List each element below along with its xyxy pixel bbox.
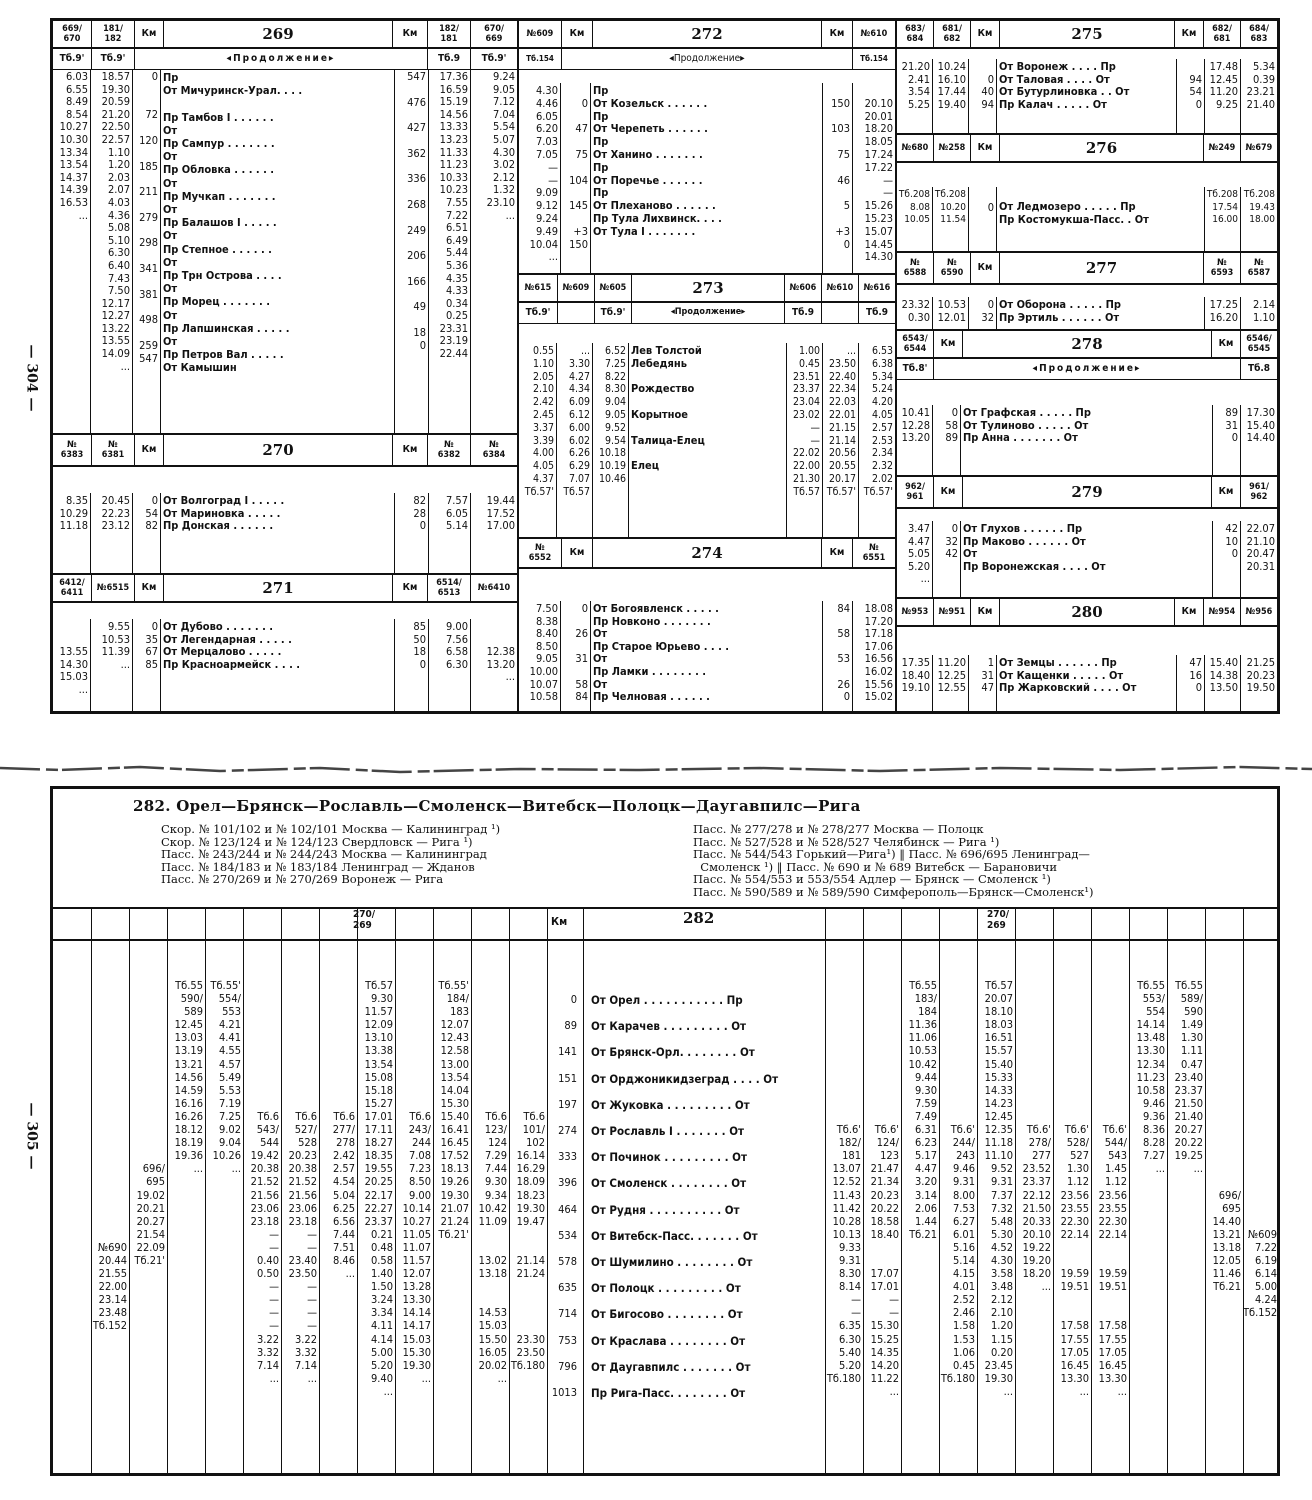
km-column: 0 58 89 (933, 405, 961, 475)
upper-timetable-page (50, 18, 1280, 714)
train-number: № 6588 (897, 253, 934, 283)
car-type: Тб.154 (519, 47, 562, 69)
stations-column: От Глухов . . . . . . Пр Пр Маково . . . . . . От От Пр Воронежская . . . . От (961, 521, 1213, 597)
train-124-column: Тб.6' 124/ 123 21.47 21.34 20.23 20.22 18.58 18.40 17.07 17.01 — — 15.30 15.25 14.35 14.20 11.22 ... (870, 1123, 899, 1398)
train-number: №249 (1204, 135, 1241, 161)
table-269 (52, 20, 518, 434)
continuation-label: ◂Продолжение▸ (562, 47, 853, 69)
train-number: 6412/ 6411 (53, 575, 92, 601)
train-number: №6515 (92, 575, 135, 601)
time-column: 18.08 17.20 17.18 17.06 16.56 16.02 15.56 15.02 (864, 602, 893, 704)
train-number: №951 (934, 599, 971, 625)
km-column: 89 31 0 (1213, 405, 1241, 475)
time-column: Тб.208 17.54 16.00 (1205, 187, 1241, 251)
time-column: 17.35 18.40 19.10 (897, 655, 933, 711)
table-header (519, 21, 895, 49)
table-number: 278 (963, 331, 1212, 357)
km-column: 0 (969, 187, 997, 251)
stations-column: От Воронеж . . . . Пр От Таловая . . . . От От Бутурлиновка . . От Пр Калач . . . . . От (997, 59, 1177, 133)
train-number: № 6381 (92, 435, 135, 465)
time-column: 11.20 12.25 12.55 (933, 655, 969, 711)
stations-column: От Орел . . . . . . . . . . . Пр От Карачев . . . . . . . . . От От Брянск-Орл. . . . . . . . От От Орджоникидзеград . . . . От От Жуковка . . . . . . . . . От От Рославль I . . . . . . . От От Починок . . . . . . . . . От От Смоленск . . . . . . . . От От Рудня . . . . . . . . . . От От Витебск-Пасс. . . . . . . От От Шумилино . . . . . . . . От От Полоцк . . . . . . . . . От От Бигосово . . . . . . . . От От Краслава . . . . . . . . От От Даугавпилс . . . . . . . От Пр Рига-Пасс. . . . . . . . От (591, 993, 779, 1401)
car-type (558, 301, 595, 323)
time-column: 20.45 22.23 23.12 (91, 493, 133, 573)
train-609-column: №609 7.22 6.19 6.14 5.00 4.24 Тб.152 (1243, 1227, 1278, 1320)
train-243-column: Тб.6 243/ 244 7.08 7.23 8.50 9.00 10.14 10.27 11.05 11.07 11.57 12.07 13.28 13.30 14.14 14.17 15.03 15.30 19.30 ... (402, 1109, 431, 1385)
car-type: Тб.8 (1247, 362, 1271, 374)
time-column: ... 23.50 22.40 22.34 22.03 22.01 21.15 21.14 20.56 20.55 20.17 Тб.57' (823, 343, 859, 537)
table-body (897, 507, 1277, 597)
table-body (53, 69, 517, 433)
stations-column: От Оборона . . . . . Пр Пр Эртиль . . . . . . От (997, 297, 1205, 329)
table-subheader (519, 47, 895, 70)
train-number: №609 (558, 275, 595, 301)
time-column: 21.20 2.41 3.54 5.25 (897, 59, 933, 133)
km-column: 0 72 120 185 211 279 298 341 381 498 259 547 (133, 69, 161, 433)
time-column: 20.10 20.01 18.20 18.05 17.24 17.22 — — 15.26 15.23 15.07 14.45 14.30 (864, 96, 893, 264)
train-number: 684/ 683 (1249, 24, 1269, 44)
km-header: Км (1175, 599, 1204, 625)
km-column: 0 54 82 (133, 493, 161, 573)
time-column: 17.36 16.59 15.19 14.56 13.33 13.23 11.33 11.23 10.33 10.23 7.55 7.22 6.51 6.49 5.44 5.36 4.35 4.33 0.34 0.25 23.31 23.19 22.44 (429, 69, 471, 433)
table-header (53, 435, 517, 467)
train-553-column: Тб.55 553/ 554 14.14 13.48 13.30 12.34 11.23 10.58 9.46 9.36 8.36 8.28 7.27 ... (1136, 979, 1165, 1176)
km-column: 0 32 (969, 297, 997, 329)
time-column: 9.00 7.56 6.58 6.30 (429, 619, 471, 711)
stations-column: Пр От Козельск . . . . . . Пр От Черепеть . . . . . . Пр От Ханино . . . . . . . Пр От Поречье . . . . . . Пр От Плеханово . . . . . . Пр Тула Лихвинск. . . . От Тула I . . . . . . . (591, 83, 823, 273)
stations-column: От Дубово . . . . . . . От Легендарная . . . . . От Мерцалово . . . . . Пр Красноармейск . . . . (161, 619, 395, 711)
km-column: 0 32 42 (933, 521, 961, 597)
table-number: 270 (164, 435, 393, 465)
train-number: №616 (863, 283, 891, 293)
train-number: 270/ 269 (987, 909, 1010, 931)
time-column: 7.57 6.05 5.14 (429, 493, 471, 573)
continuation-label: ◂Продолжение▸ (135, 47, 428, 69)
km-header: Км (971, 253, 1000, 283)
km-column: 0 47 75 104 145 +3 150 (561, 83, 591, 273)
table-body (53, 465, 517, 573)
train-544-column: Тб.6' 544/ 543 1.45 1.12 23.56 23.55 22.30 22.14 19.59 19.51 17.58 17.55 17.05 16.45 13.30 ... (1098, 1123, 1127, 1398)
train-number: 6546/ 6545 (1246, 334, 1272, 354)
km-column: 0 26 31 58 84 (561, 601, 591, 711)
torn-edge-decoration (0, 758, 1312, 778)
table-275 (896, 20, 1278, 134)
time-column: 15.40 14.38 13.50 (1205, 655, 1241, 711)
km-header: Км (822, 21, 853, 47)
time-column: 10.24 16.10 17.44 19.40 (933, 59, 969, 133)
car-type: Тб.9' (92, 47, 135, 69)
train-277-column: Тб.6 277/ 278 2.42 2.57 4.54 5.04 6.25 6.56 7.44 7.51 8.46 ... (332, 1109, 355, 1281)
km-header: Км (135, 21, 164, 47)
table-272 (518, 20, 896, 274)
km-column: 0 89 141 151 197 274 333 396 464 534 578 635 714 753 796 1013 (551, 993, 577, 1400)
train-number: № 6552 (519, 539, 562, 567)
stations-column: От Ледмозеро . . . . . Пр Пр Костомукша-Пасс. . От (997, 187, 1205, 251)
table-title: 282. Орел—Брянск—Рославль—Смоленск—Витебск—Полоцк—Даугавпилс—Рига (133, 797, 861, 815)
train-number: №954 (1204, 599, 1241, 625)
table-280 (896, 598, 1278, 712)
table-header (897, 253, 1277, 285)
train-number: № 6383 (53, 435, 92, 465)
km-column: 85 50 18 0 (395, 619, 429, 711)
table-body (519, 567, 895, 711)
time-column: 0.55 1.10 2.05 2.10 2.42 2.45 3.37 3.39 4.00 4.05 4.37 Тб.57' (519, 343, 557, 537)
time-column: Тб.208 8.08 10.05 (897, 187, 933, 251)
table-270 (52, 434, 518, 574)
km-header: Км (562, 539, 593, 567)
table-277 (896, 252, 1278, 330)
time-column: 10.41 12.28 13.20 (897, 405, 933, 475)
train-number: № 6590 (934, 253, 971, 283)
car-type: Тб.9' (481, 52, 507, 64)
table-header (53, 907, 1277, 941)
train-notes-right: Пасс. № 277/278 и № 278/277 Москва — Полоцк Пасс. № 527/528 и № 528/527 Челябинск — Рига ¹) Пасс. № 544/543 Горький—Рига¹) ‖ Пасс. № 696/695 Ленинград— Смоленск ¹) ‖ Пасс. № 690 и № 689 Витебск — Барановичи Пасс. № 554/553 и 553/554 Адлер — Брянск — Смоленск ¹) Пасс. № 590/589 и № 589/590 Симферополь—Брянск—Смоленск¹) (693, 822, 1094, 899)
train-number: №679 (1245, 143, 1273, 153)
table-header (897, 331, 1277, 359)
train-number: 961/ 962 (1249, 482, 1269, 502)
train-number: 6514/ 6513 (428, 575, 471, 601)
train-number: №610 (822, 275, 859, 301)
table-number: 280 (1000, 599, 1175, 625)
table-header (519, 275, 895, 303)
page-number-bottom: — 305 — (23, 1102, 40, 1170)
km-column: 84 58 53 26 0 (823, 601, 853, 711)
km-header: Км (934, 477, 963, 507)
table-number: 282 (683, 909, 715, 927)
table-header (897, 135, 1277, 163)
time-column: 13.55 14.30 15.03 ... (53, 619, 91, 711)
table-subheader (519, 301, 895, 324)
time-column: Тб.208 19.43 18.00 (1243, 189, 1275, 226)
train-number: № 6382 (428, 435, 471, 465)
train-number: №606 (785, 275, 822, 301)
table-273 (518, 274, 896, 538)
train-number: №680 (897, 135, 934, 161)
train-number: № 6384 (482, 440, 506, 460)
train-590-column: Тб.55 590/ 589 12.45 13.03 13.19 13.21 14.56 14.59 16.16 16.26 18.12 18.19 19.36 ... (174, 979, 203, 1176)
train-695-column: 696/ 695 14.40 13.21 13.18 12.05 11.46 Тб.21 (1212, 1188, 1241, 1294)
table-body (897, 379, 1277, 475)
train-number: №953 (897, 599, 934, 625)
stations-column: От Волгоград I . . . . . От Мариновка . . . . . Пр Донская . . . . . . (161, 493, 395, 573)
table-number: 274 (593, 539, 822, 567)
train-number: №610 (860, 29, 888, 39)
train-589-column: Тб.55 589/ 590 1.49 1.30 1.11 0.47 23.40 23.37 21.50 21.40 20.27 20.22 19.25 ... (1174, 979, 1203, 1176)
car-type: Тб.9' (53, 47, 92, 69)
km-header: Км (135, 575, 164, 601)
stations-column: Пр От Мичуринск-Урал. . . . Пр Тамбов I . . . . . . От Пр Сампур . . . . . . . От Пр Обловка . . . . . . От Пр Мучкап . . . . . . . От Пр Балашов I . . . . . От Пр Степное . . . . . . От Пр Трн Острова . . . . От Пр Морец . . . . . . . От Пр Лапшинская . . . . . От Пр Петров Вал . . . . . От Камышин (161, 69, 395, 433)
time-column: 17.30 15.40 14.40 (1246, 406, 1275, 445)
continuation-label: ◂Продолжение▸ (632, 301, 785, 323)
train-554-column: Тб.55' 554/ 553 4.21 4.41 4.55 4.57 5.49 5.53 7.19 7.25 9.02 9.04 10.26 ... (210, 979, 241, 1176)
train-number: №609 (519, 21, 562, 47)
time-column: 21.25 20.23 19.50 (1246, 656, 1275, 695)
table-276 (896, 134, 1278, 252)
time-column: 5.34 0.39 23.21 21.40 (1246, 60, 1275, 111)
train-number: 181/ 182 (92, 21, 135, 47)
km-header: Км (393, 435, 428, 465)
table-271 (52, 574, 518, 712)
km-header: Км (1175, 21, 1204, 47)
table-header (897, 21, 1277, 49)
time-column: Тб.208 10.20 11.54 (933, 187, 969, 251)
table-number: 271 (164, 575, 393, 601)
train-number: 670/ 669 (484, 24, 504, 44)
km-header: Км (822, 539, 853, 567)
km-header: Км (971, 135, 1000, 161)
time-column: 23.32 0.30 (897, 297, 933, 329)
time-column: 9.55 10.53 11.39 ... (91, 619, 133, 711)
train-184-column: Тб.55' 184/ 183 12.07 12.43 12.58 13.00 13.54 14.04 15.30 15.40 16.41 16.45 17.52 18.13 19.26 19.30 21.07 21.24 Тб.21' (438, 979, 469, 1241)
time-column: 6.52 7.25 8.22 8.30 9.04 9.05 9.52 9.54 10.18 10.19 10.46 (593, 343, 629, 537)
train-number: 270/ 269 (353, 909, 376, 931)
car-type: Тб.9' (519, 301, 558, 323)
train-number: 182/ 181 (428, 21, 471, 47)
km-header: Км (393, 21, 428, 47)
train-number: №258 (934, 135, 971, 161)
table-number: 272 (593, 21, 822, 47)
train-183-column: Тб.55 183/ 184 11.36 11.06 10.53 10.42 9.44 9.30 7.59 7.49 6.31 6.23 5.17 4.47 3.20 3.14 2.06 1.44 Тб.21 (908, 979, 937, 1241)
km-column: 1 31 47 (969, 655, 997, 711)
train-543-column: Тб.6 543/ 544 19.42 20.38 21.52 21.56 23.06 23.18 — — 0.40 0.50 — — — — 3.22 3.32 7.14 ... (250, 1109, 279, 1385)
km-header: Км (1212, 331, 1241, 357)
table-body (53, 601, 517, 711)
train-278-column: Тб.6' 278/ 277 23.52 23.37 22.12 21.50 20.33 20.10 19.22 19.20 18.20 ... (1022, 1123, 1051, 1294)
car-type (822, 301, 859, 323)
car-type: Тб.9' (595, 301, 632, 323)
car-type: Тб.154 (860, 53, 888, 63)
time-column: 9.24 9.05 7.12 7.04 5.54 5.07 4.30 3.02 2.12 1.32 23.10 ... (486, 70, 515, 222)
train-270-return-column: Тб.57 20.07 18.10 18.03 16.51 15.57 15.40 15.33 14.33 14.23 12.45 12.35 11.18 11.10 9.52 9.31 7.37 7.32 5.48 5.30 4.52 4.30 3.58 3.48 2.12 2.10 1.20 1.15 0.20 23.45 19.30 ... (984, 979, 1013, 1398)
car-type: Тб.9 (865, 306, 889, 318)
train-number: №6410 (477, 583, 511, 593)
km-header: Км (551, 915, 568, 928)
train-696-column: 696/ 695 19.02 20.21 20.27 21.54 22.09 Тб.21' (134, 1162, 165, 1267)
train-number: 681/ 682 (934, 21, 971, 47)
train-690-column: №690 20.44 21.55 22.00 23.14 23.48 Тб.152 (92, 1240, 127, 1333)
table-number: 269 (164, 21, 393, 47)
table-278 (896, 330, 1278, 476)
train-number: 682/ 681 (1204, 21, 1241, 47)
km-header: Км (971, 21, 1000, 47)
stations-column: От Богоявленск . . . . . Пр Новконо . . . . . . . От Пр Старое Юрьево . . . . От Пр Ламки . . . . . . . . От Пр Челновая . . . . . . (591, 601, 823, 711)
column-rule (583, 907, 584, 1473)
km-column: 47 16 0 (1177, 655, 1205, 711)
time-column: 2.14 1.10 (1252, 298, 1275, 324)
km-column: 0 35 67 85 (133, 619, 161, 711)
time-column: 22.07 21.10 20.47 20.31 (1246, 522, 1275, 573)
km-header: Км (562, 21, 593, 47)
table-body (897, 283, 1277, 329)
km-header: Км (934, 331, 963, 357)
train-528-column: Тб.6' 528/ 527 1.30 1.12 23.56 23.55 22.30 22.14 19.59 19.51 17.58 17.55 17.05 16.45 13.30 ... (1060, 1123, 1089, 1398)
km-column: 82 28 0 (395, 493, 429, 573)
stations-column: От Графская . . . . . Пр От Тулиново . . . . . От Пр Анна . . . . . . . От (961, 405, 1213, 475)
page-number-top: — 304 — (23, 344, 40, 412)
table-282 (50, 786, 1280, 1476)
train-number: 683/ 684 (897, 21, 934, 47)
km-header: Км (1212, 477, 1241, 507)
table-header (897, 599, 1277, 627)
table-number: 275 (1000, 21, 1175, 47)
train-notes-left: Скор. № 101/102 и № 102/101 Москва — Калининград ¹) Скор. № 123/124 и № 124/123 Свердловск — Рига ¹) Пасс. № 243/244 и № 244/243 Москва — Калининград Пасс. № 184/183 и № 183/184 Ленинград — Жданов Пасс. № 270/269 и № 270/269 Воронеж — Рига (161, 822, 501, 887)
car-type: Тб.8' (897, 357, 934, 379)
km-header: Км (971, 599, 1000, 625)
continuation-label: ◂Продолжение▸ (934, 357, 1241, 379)
km-column: 547 476 427 362 336 268 249 206 166 49 18 0 (395, 69, 429, 433)
train-number: № 6551 (862, 543, 886, 563)
table-body (897, 625, 1277, 711)
table-274 (518, 538, 896, 712)
time-column: 17.25 16.20 (1205, 297, 1241, 329)
km-header: Км (135, 435, 164, 465)
time-column: 1.00 0.45 23.51 23.37 23.04 23.02 — — 22.02 22.00 21.30 Тб.57 (787, 343, 823, 537)
km-header: Км (393, 575, 428, 601)
table-header (519, 539, 895, 569)
time-column: 10.53 12.01 (933, 297, 969, 329)
time-column: 18.57 19.30 20.59 21.20 22.50 22.57 1.10 1.20 2.03 2.07 4.03 4.36 5.08 5.10 6.30 6.40 7.43 7.50 12.17 12.27 13.22 13.55 14.09 ... (91, 69, 133, 433)
table-body (897, 47, 1277, 133)
time-column: 7.50 8.38 8.40 8.50 9.05 10.00 10.07 10.58 (519, 601, 561, 711)
train-number: №956 (1245, 607, 1273, 617)
km-column: 150 103 75 46 5 +3 0 (823, 83, 853, 273)
train-101-column: Тб.6 101/ 102 16.14 16.29 18.09 18.23 19.30 19.47 21.14 21.24 23.30 23.50 Тб.180 (510, 1109, 545, 1372)
time-column: 3.47 4.47 5.05 5.20 ... (897, 521, 933, 597)
table-279 (896, 476, 1278, 598)
train-123-column: Тб.6 123/ 124 7.29 7.44 9.30 9.34 10.42 11.09 13.02 13.18 14.53 15.03 15.50 16.05 20.02 ... (478, 1109, 507, 1385)
table-subheader (53, 47, 517, 70)
time-column: ... 3.30 4.27 4.34 6.09 6.12 6.00 6.02 6.26 6.29 7.07 Тб.57 (557, 343, 593, 537)
table-number: 276 (1000, 135, 1204, 161)
table-number: 273 (632, 275, 785, 301)
train-number: 6543/ 6544 (897, 331, 934, 357)
train-number: №605 (595, 275, 632, 301)
car-type: Тб.9 (785, 301, 822, 323)
time-column: 12.38 13.20 ... (486, 645, 515, 684)
table-body (897, 161, 1277, 251)
stations-column: Лев Толстой Лебедянь Рождество Корытное Талица-Елец Елец (629, 343, 787, 537)
time-column: 17.48 12.45 11.20 9.25 (1205, 59, 1241, 133)
train-number: № 6593 (1204, 253, 1241, 283)
table-header (897, 477, 1277, 509)
time-column: 6.53 6.38 5.34 5.24 4.20 4.05 2.57 2.53 2.34 2.32 2.02 Тб.57' (863, 345, 893, 498)
train-527-column: Тб.6 527/ 528 20.23 20.38 21.52 21.56 23.06 23.18 — — 23.40 23.50 — — — — 3.22 3.32 7.14 ... (288, 1109, 317, 1385)
stations-column: От Земцы . . . . . . Пр От Кащенки . . . . . От Пр Жарковский . . . . От (997, 655, 1177, 711)
table-number: 277 (1000, 253, 1204, 283)
table-header (53, 21, 517, 49)
table-number: 279 (963, 477, 1212, 507)
car-type: Тб.9 (428, 47, 471, 69)
train-number: № 6587 (1247, 258, 1271, 278)
table-header (53, 575, 517, 603)
km-column: 42 10 0 (1213, 521, 1241, 597)
train-number: 962/ 961 (897, 477, 934, 507)
time-column: 6.03 6.55 8.49 8.54 10.27 10.30 13.34 13.54 14.37 14.39 16.53 ... (53, 69, 91, 433)
train-number: 669/ 670 (53, 21, 92, 47)
time-column: 8.35 10.29 11.18 (53, 493, 91, 573)
km-column: 94 54 0 (1177, 59, 1205, 133)
table-body (519, 323, 895, 537)
table-body (519, 69, 895, 273)
train-number: №615 (519, 275, 558, 301)
train-270-column: Тб.57 9.30 11.57 12.09 13.10 13.38 13.54 15.08 15.18 15.27 17.01 17.11 18.27 18.35 19.55 20.25 22.17 22.27 23.37 0.21 0.48 0.58 1.40 1.50 3.24 3.34 4.11 4.14 5.00 5.20 9.40 ... (364, 979, 393, 1398)
train-244-column: Тб.6' 244/ 243 9.46 9.31 8.00 7.53 6.27 6.01 5.16 5.14 4.15 4.01 2.52 2.46 1.58 1.53 1.06 0.45 Тб.180 (940, 1123, 975, 1385)
time-column: 4.30 4.46 6.05 6.20 7.03 7.05 — — 9.09 9.12 9.24 9.49 10.04 ... (519, 83, 561, 273)
table-subheader (897, 357, 1277, 380)
time-column: 19.44 17.52 17.00 (486, 494, 515, 533)
train-182-column: Тб.6' 182/ 181 13.07 12.52 11.43 11.42 10.28 10.13 9.33 9.31 8.30 8.14 — — 6.35 6.30 5.40 5.20 Тб.180 (826, 1123, 861, 1385)
km-column: 0 40 94 (969, 59, 997, 133)
